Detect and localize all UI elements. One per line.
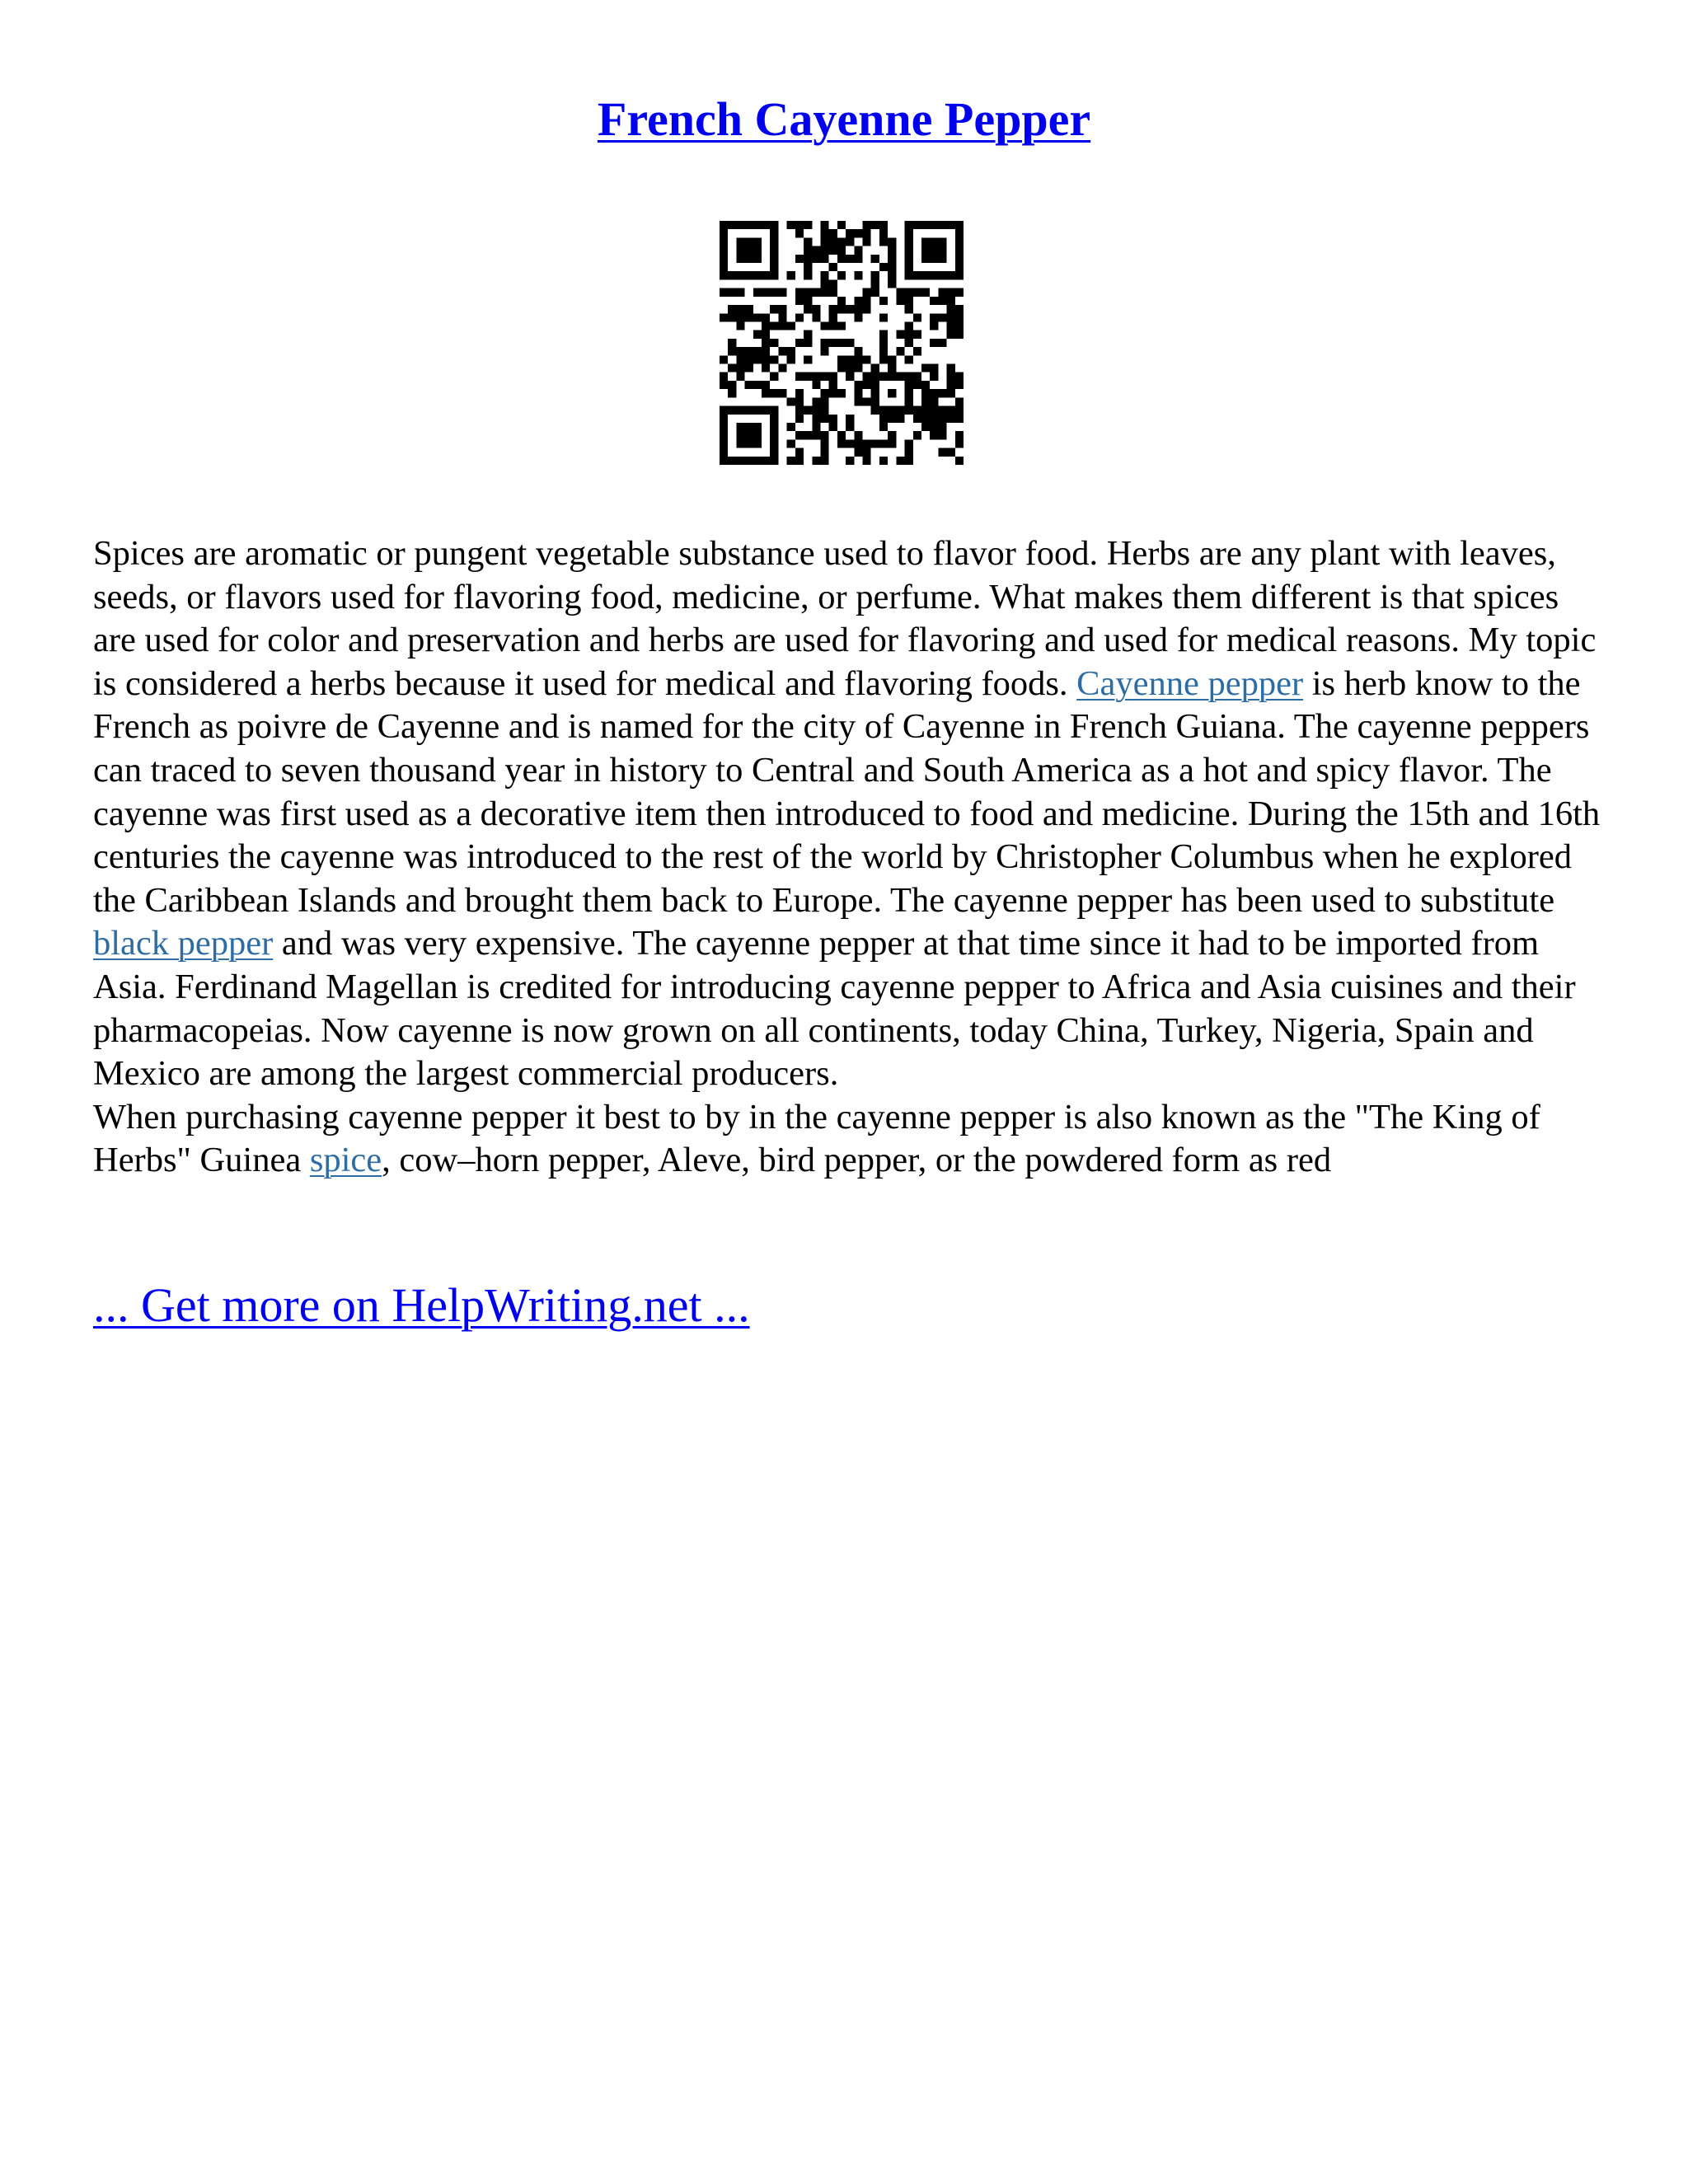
paragraph-2 <box>93 1096 1601 1183</box>
spice-link[interactable]: spice <box>309 1141 382 1180</box>
black-pepper-link[interactable]: black pepper <box>93 924 274 963</box>
paragraph-1-text-b: is herb know to the French as poivre de Cayenne and is named for the city of Cayenne in French Guiana. The cayenne peppers can traced to seven thousand year in history to Central and South America as a hot and spicy flavor. The cayenne was first used as a decorative item then introduced to food and medicine. During the 15th and 16th centuries the cayenne was introduced to the rest of the world by Christopher Columbus when he explored the Caribbean Islands and brought them back to Europe. The cayenne pepper has been used to substitute <box>93 663 1601 920</box>
article-body <box>93 532 1601 1183</box>
paragraph-1 <box>93 532 1601 1096</box>
document-title-link[interactable]: French Cayenne Pepper <box>597 92 1091 146</box>
paragraph-2-text-b: , cow–horn pepper, Aleve, bird pepper, or the powdered form as red <box>382 1141 1332 1180</box>
qr-code-icon <box>720 221 964 465</box>
get-more-link[interactable]: ... Get more on HelpWriting.net ... <box>93 1278 750 1332</box>
paragraph-1-text-a: Spices are aromatic or pungent vegetable substance used to flavor food. Herbs are any plant with leaves, seeds, or flavors used for flavoring food, medicine, or perfume. What makes them different is that spices are used for color and preservation and herbs are used for flavoring and used for medical reasons. My topic is considered a herbs because it used for medical and flavoring foods. <box>93 534 1597 703</box>
title-container <box>0 89 1688 150</box>
paragraph-1-text-c: and was very expensive. The cayenne pepper at that time since it had to be imported from Asia. Ferdinand Magellan is credited for introducing cayenne pepper to Africa and Asia cuisines and their pharmacopeias. Now cayenne is now grown on all continents, today China, Turkey, Nigeria, Spain and Mexico are among the largest commercial producers. <box>93 924 1576 1094</box>
cayenne-pepper-link[interactable]: Cayenne pepper <box>1076 663 1304 703</box>
paragraph-2-text-a: When purchasing cayenne pepper it best to by in the cayenne pepper is also known as the "The King of Herbs" Guinea <box>93 1097 1540 1180</box>
